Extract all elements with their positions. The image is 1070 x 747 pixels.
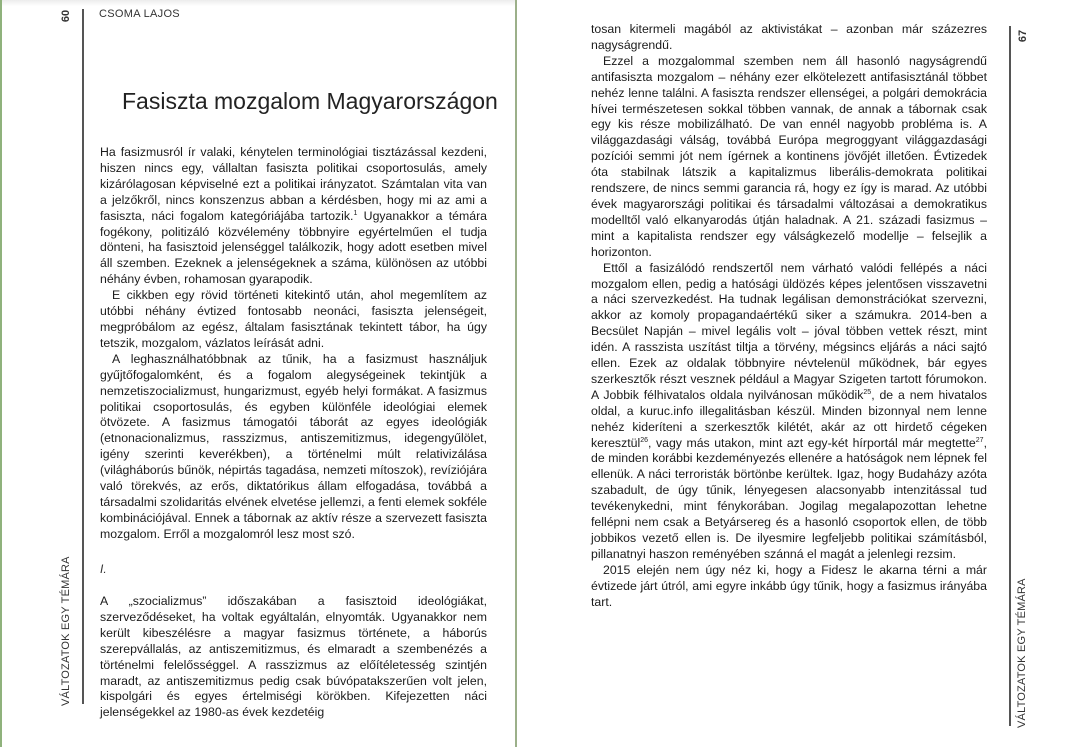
running-title: VÁLTOZATOK EGY TÉMÁRA (60, 556, 72, 706)
footnote-marker[interactable]: 1 (353, 209, 358, 217)
footnote-marker[interactable]: 25 (863, 388, 872, 396)
footnote-marker[interactable]: 26 (640, 436, 649, 444)
paragraph: Ezzel a mozgalommal szemben nem áll hasonló nagyságrendű antifasiszta mozgalom – néhány ezer elkötelezett antifasisztánál többet nehéz lenne találni. A fasiszta rendszer ellenségei, a polgári demokrácia hívei természetesen sokkal többen vannak, de annak a tábornak csak egy kis része mobilizálható. De van ennél nagyobb probléma is. A világgazdasági válság, továbbá Európa megroggyant világgazdasági pozíciói semmi jót nem ígérnek a kontinens jövőjét illetően. Évtizedek óta stabilnak látszik a kapitalizmus liberális-demokrata politikai rendszere, de nincs semmi garancia rá, hogy ez így is marad. Az utóbbi évek magyarországi politikai és társadalmi változásai a demokratikus modelltől való elkanyarodás útján haladnak. A 21. századi fasizmus – mint a kapitalista rendszer egy válságkezelő modellje – felsejlik a horizonton. (591, 53, 987, 259)
paragraph: A leghasználhatóbbnak az tűnik, ha a fasizmust használjuk gyűjtőfogalomként, és a fogalom alegységeinek tekintjük a nemzetiszocializmust, hungarizmust, egyéb helyi formákat. A fasizmus politikai csoportosulás, és egyben különféle ideológiai elemek ötvözete. A fasizmus támogatói táborát az egyes ideológiák (etnonacionalizmus, rasszizmus, antiszemitizmus, idegengyűlölet, igény szerinti keverékben), a történelmi múlt relativizálása (világháborús bűnök, népirtás tagadása, nemzeti mítoszok), revíziójára való törekvés, az erős, diktatórikus állam elfogadása, továbbá a társadalmi szolidaritás elvének elvetése jellemzi, a fenti elemek sokféle kombinációjával. Ennek a tábornak az aktív része a szervezett fasiszta mozgalom. Erről a mozgalomról lesz most szó. (100, 351, 487, 541)
section-heading: I. (100, 562, 107, 576)
paragraph: Ha fasizmusról ír valaki, kénytelen terminológiai tisztázással kezdeni, hiszen nincs egy, vállaltan fasiszta politikai csoportosulás, amely kizárólagosan képviselné ezt a politikai irányzatot. Számtalan vita van a jelzőkről, nincs konszenzus abban a kérdésben, hogy mi az ami a fasiszta, náci fogalom kategóriájába tartozik.$^1$ Ugyanakkor a témára fogékony, politizáló közvélemény többnyire egyértelműen el tudja dönteni, ha fasisztoid jelenséggel találkozik, hogy adott esetben mivel áll szemben. Ezeknek a jelenségeknek a száma, különösen az utóbbi néhány évben, rohamosan gyarapodik. (100, 145, 487, 287)
article-title: Fasiszta mozgalom Magyarországon (122, 88, 498, 114)
section-text (100, 594, 487, 721)
paragraph: tosan kitermeli magából az aktivistákat – azonban már százezres nagyságrendű. (591, 22, 987, 52)
margin-rule (1009, 26, 1011, 726)
paragraph: A „szocializmus” időszakában a fasisztoid ideológiákat, szerveződéseket, ha voltak egyáltalán, elnyomták. Ugyanakkor nem került kibeszélésre a magyar fasizmus története, a háborús szerepvállalás, az antiszemitizmus, és elmaradt a szembenézés a történelmi felelősséggel. A rasszizmus az előítéletesség szintjén maradt, az antiszemitizmus pedig csak búvópatakszerűen volt jelen, kispolgári és egyes értelmiségi körökben. Kifejezetten náci jelenségekkel az 1980-as évek kezdetéig (100, 594, 487, 720)
paragraph: E cikkben egy rövid történeti kitekintő után, ahol megemlítem az utóbbi néhány évtized fontosabb neonáci, fasiszta jelenségeit, megpróbálom az egész, általam fasisztának tekintett tábor, ha úgy tetszik, mozgalom, vázlatos leírását adni. (100, 288, 487, 350)
right-page (517, 0, 1070, 747)
paragraph: 2015 elején nem úgy néz ki, hogy a Fidesz le akarna térni a már évtizede járt útról, ami egyre inkább úgy tűnik, hogy a fasizmus irányába tart. (591, 562, 987, 609)
paragraph: Ettől a fasizálódó rendszertől nem várható valódi fellépés a náci mozgalom ellen, pedig a hatósági üldözés képes jelentősen visszavetni a náci szervezkedést. Ha tudnak legálisan demonstrációkat szervezni, akkor az komoly propagandaértékű siker a számukra. 2014-ben a Becsület Napján – mivel legális volt – jóval többen vettek részt, mint idén. A rasszista uszítást tiltja a törvény, mégsincs eljárás a náci sajtó ellen. Ezek az oldalak többnyire névtelenül működnek, bár egyes szerkesztők részt vesznek például a Magyar Szigeten tartott fórumokon. A Jobbik félhivatalos oldala nyilvánosan működik$^{25}$, de a nem hivatalos oldal, a kuruc.info illegalitásban készül. Minden bizonnyal nem lenne nehéz kideríteni a szerkesztők kilétét, akár az ott hirdető cégeken keresztül$^{26}$, vagy más utakon, mint azt egy-két hírportál már megtette$^{27}$, de minden korábbi kezdeményezés ellenére a hatóságok nem lépnek fel ellenük. A náci terroristák börtönbe kerültek. Igaz, hogy Budaházy azóta szabadult, de úgy tűnik, lényegesen alacsonyabb intenzitással tud tevékenykedni, mint fénykorában. Jogilag megalapozottan lehetne fellépni nem csak a Betyársereg és a hasonló csoportok ellen, de több jobbikos vezető ellen is. De ilyesmire legfeljebb politikai számításból, pillanatnyi haszon reményében szánná el magát a jelenlegi rezsim. (591, 260, 987, 561)
author-name: CSOMA LAJOS (99, 8, 180, 20)
footnote-marker[interactable]: 27 (975, 436, 984, 444)
page-number: 67 (1017, 29, 1030, 43)
body-text (591, 22, 987, 611)
left-page (2, 0, 515, 747)
page-number: 60 (60, 9, 73, 23)
running-title: VÁLTOZATOK EGY TÉMÁRA (1016, 578, 1028, 728)
intro-text (100, 145, 487, 543)
margin-rule (82, 9, 84, 704)
